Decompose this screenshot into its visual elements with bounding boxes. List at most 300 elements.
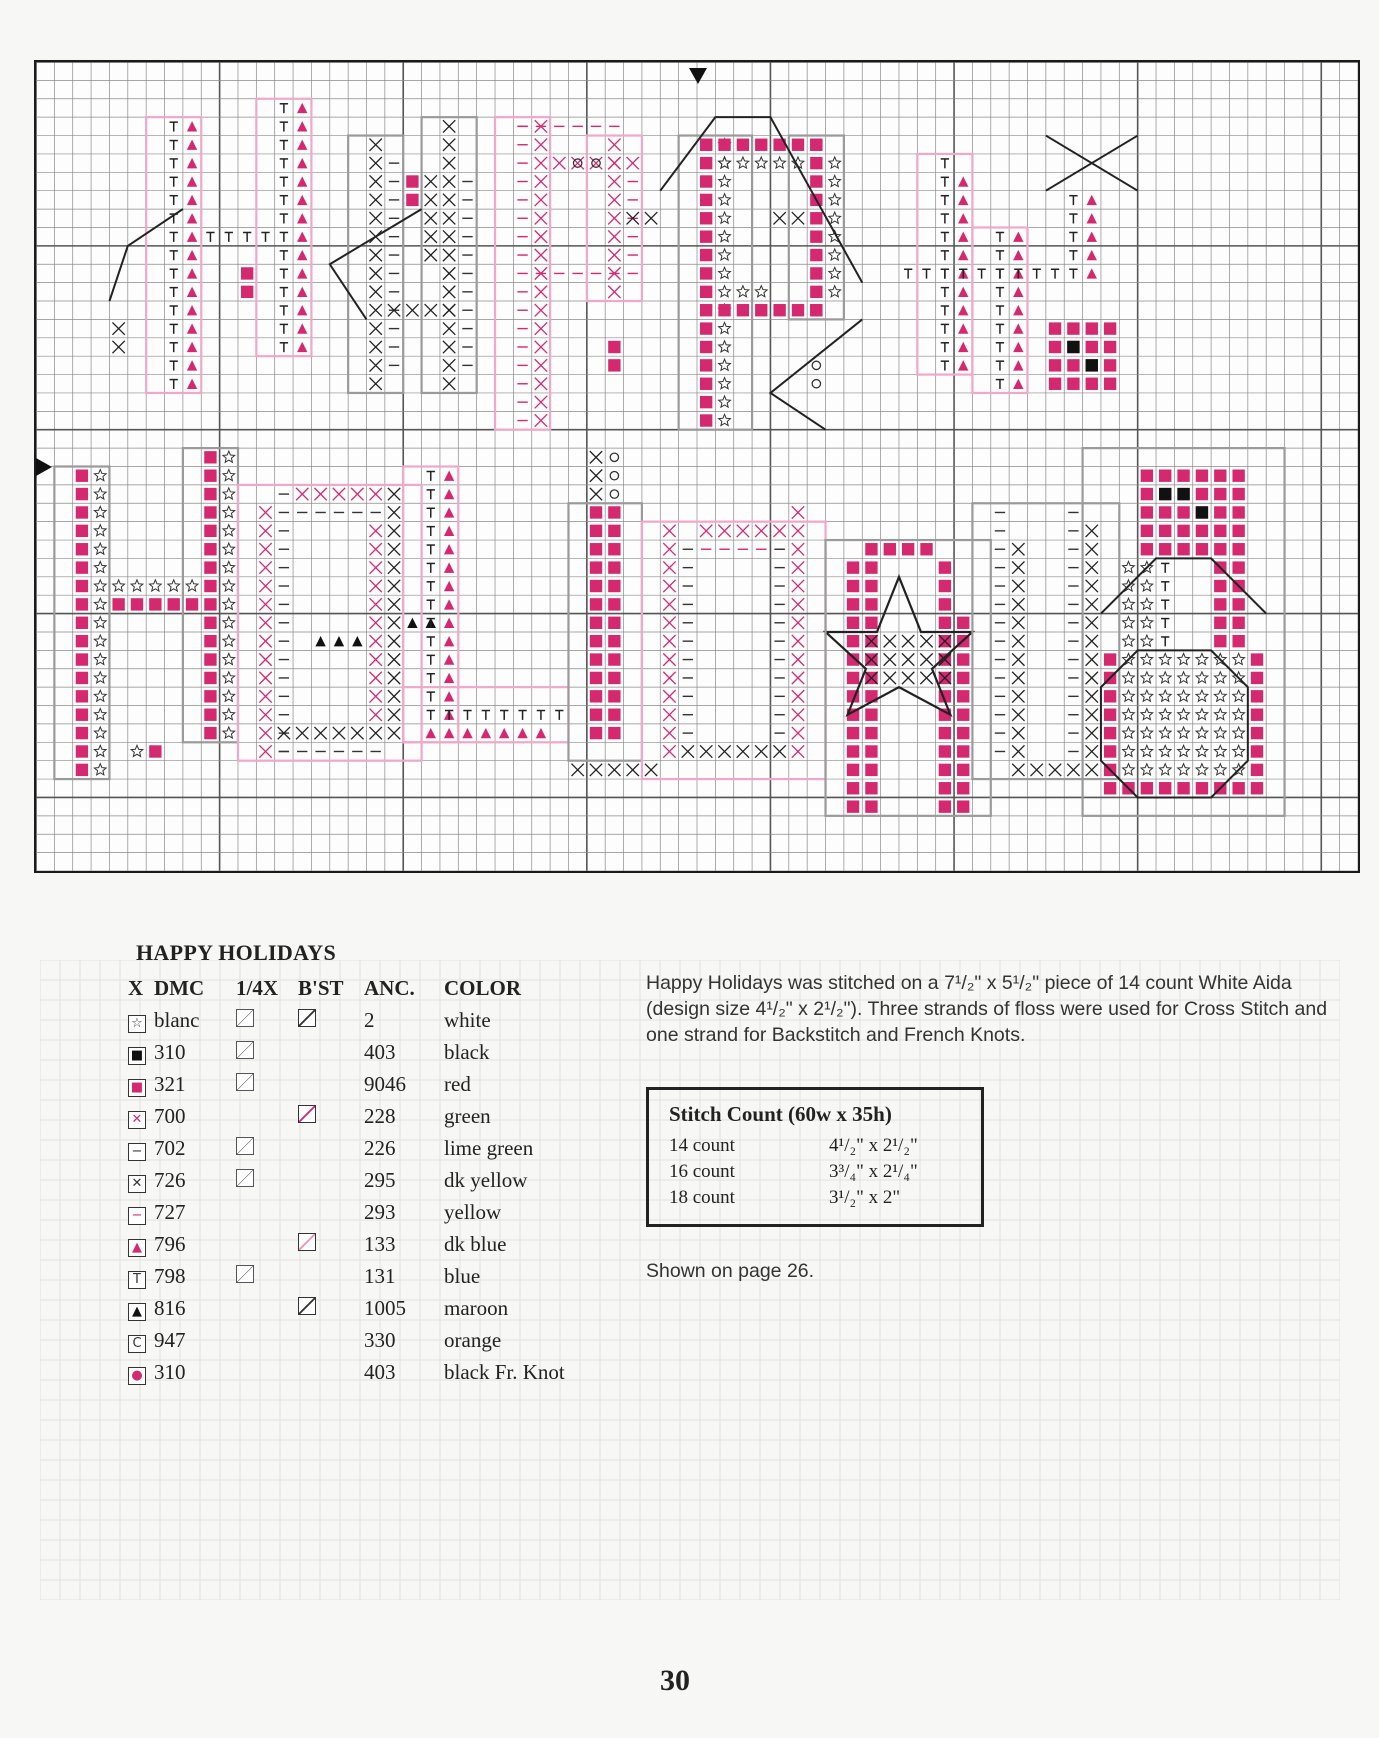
stitch-mark <box>1214 506 1226 518</box>
stitch-mark <box>719 396 731 407</box>
stitch-mark <box>1104 727 1116 739</box>
stitch-mark <box>608 506 620 518</box>
stitch-cell <box>902 653 914 665</box>
stitch-mark <box>334 636 344 646</box>
stitch-cell <box>1086 617 1098 629</box>
stitch-cell <box>1141 580 1153 591</box>
stitch-mark <box>297 287 307 297</box>
stitch-cell <box>427 490 435 499</box>
stitch-cell <box>1161 619 1169 628</box>
stitch-cell <box>663 727 675 739</box>
stitch-mark <box>1214 598 1226 610</box>
stitch-cell <box>792 543 804 555</box>
stitch-cell <box>1049 378 1061 390</box>
stitch-mark <box>297 158 307 168</box>
stitch-cell <box>1141 488 1153 500</box>
stitch-cell <box>865 727 877 739</box>
stitch-cell <box>939 782 951 794</box>
stitch-cell <box>865 764 877 776</box>
stitch-mark <box>1178 727 1190 738</box>
stitch-mark <box>76 709 88 721</box>
stitch-mark <box>1214 580 1226 592</box>
stitch-count-row <box>669 1133 918 1159</box>
stitch-mark <box>847 635 859 647</box>
stitch-mark <box>865 543 877 555</box>
stitch-cell <box>94 506 106 517</box>
stitch-cell <box>76 727 88 739</box>
stitch-cell <box>1069 269 1077 278</box>
key-row <box>128 1260 573 1292</box>
stitch-cell <box>792 709 804 721</box>
stitch-mark <box>223 580 235 591</box>
stitch-mark <box>1104 378 1116 390</box>
stitch-cell <box>259 543 271 555</box>
stitch-mark <box>829 286 841 297</box>
stitch-cell <box>223 488 235 499</box>
stitch-mark <box>1067 322 1079 334</box>
stitch-cell <box>517 728 527 738</box>
stitch-cell <box>1251 764 1263 776</box>
stitch-cell <box>259 635 271 647</box>
stitch-cell <box>1251 709 1263 721</box>
stitch-cell <box>1233 727 1245 738</box>
stitch-cell <box>187 195 197 205</box>
stitch-cell <box>608 653 620 665</box>
stitch-cell <box>1086 359 1098 371</box>
quarter-cell <box>236 1100 298 1132</box>
stitch-cell <box>627 764 639 776</box>
stitch-cell <box>280 324 288 333</box>
stitch-cell <box>1141 709 1153 720</box>
stitch-cell <box>1012 580 1024 592</box>
stitch-cell <box>370 175 382 187</box>
stitch-cell <box>1051 269 1059 278</box>
backstitch-line <box>1046 136 1138 191</box>
stitch-cell <box>939 598 951 610</box>
anchor-number: 295 <box>364 1167 396 1192</box>
stitch-cell <box>920 543 932 555</box>
stitch-cell <box>113 580 125 591</box>
stitch-cell <box>388 672 400 684</box>
stitch-cell <box>351 727 363 739</box>
stitch-mark <box>1196 653 1208 664</box>
stitch-cell <box>481 728 491 738</box>
stitch-cell <box>1012 653 1024 665</box>
stitch-cell <box>590 580 602 592</box>
stitch-cell <box>187 140 197 150</box>
stitch-mark <box>1232 561 1244 573</box>
stitch-mark <box>131 580 143 591</box>
stitch-cell <box>1104 378 1116 390</box>
stitch-cell <box>1123 561 1135 572</box>
stitch-mark <box>1177 470 1189 482</box>
stitch-mark <box>755 157 767 168</box>
stitch-mark <box>1104 709 1116 721</box>
stitch-mark <box>810 175 822 187</box>
stitch-cell <box>370 598 382 610</box>
stitch-cell <box>608 359 620 371</box>
stitch-cell <box>1232 525 1244 537</box>
stitch-mark <box>939 561 951 573</box>
stitch-cell <box>718 304 730 316</box>
stitch-mark <box>773 304 785 316</box>
stitch-mark <box>1141 764 1153 775</box>
stitch-mark <box>755 286 767 297</box>
anchor-number: 228 <box>364 1103 396 1128</box>
stitch-mark <box>149 580 161 591</box>
stitch-cell <box>204 543 216 555</box>
stitch-cell <box>700 286 712 298</box>
stitch-mark <box>700 230 712 242</box>
stitch-cell <box>223 451 235 462</box>
stitch-mark <box>94 617 106 628</box>
stitch-mark <box>1049 322 1061 334</box>
stitch-cell <box>755 745 767 757</box>
stitch-mark <box>608 525 620 537</box>
stitch-mark <box>76 653 88 665</box>
stitch-cell <box>535 396 547 408</box>
stitch-mark <box>847 561 859 573</box>
stitch-mark <box>719 175 731 186</box>
stitch-cell <box>663 598 675 610</box>
stitch-mark <box>444 691 454 701</box>
stitch-mark <box>829 157 841 168</box>
stitch-cell <box>259 653 271 665</box>
stitch-mark <box>718 304 730 316</box>
stitch-cell <box>957 672 969 684</box>
stitch-mark <box>1196 672 1208 683</box>
stitch-cell <box>1178 690 1190 701</box>
stitch-cell <box>957 653 969 665</box>
anchor-number: 1005 <box>364 1295 406 1320</box>
stitch-cell <box>1086 635 1098 647</box>
stitch-mark <box>112 598 124 610</box>
count-label: 14 count <box>669 1135 735 1156</box>
stitch-cell <box>370 727 382 739</box>
stitch-mark <box>700 396 712 408</box>
anchor-number: 293 <box>364 1199 396 1224</box>
stitch-cell <box>773 745 785 757</box>
bst-cell <box>298 1004 364 1036</box>
stitch-mark <box>444 599 454 609</box>
stitch-cell <box>297 103 307 113</box>
stitch-mark <box>76 543 88 555</box>
stitch-mark <box>204 635 216 647</box>
stitch-cell <box>1178 745 1190 756</box>
stitch-mark <box>1123 561 1135 572</box>
stitch-cell <box>608 157 620 169</box>
stitch-mark <box>719 359 731 370</box>
page-number: 30 <box>660 1664 690 1697</box>
stitch-cell <box>204 580 216 592</box>
dmc-number: 798 <box>154 1263 186 1288</box>
stitch-mark <box>958 323 968 333</box>
stitch-cell <box>536 728 546 738</box>
stitch-cell <box>719 249 731 260</box>
quarter-cell <box>236 1228 298 1260</box>
stitch-cell <box>1214 690 1226 701</box>
stitch-mark <box>1141 470 1153 482</box>
stitch-mark <box>1251 709 1263 721</box>
dmc-number: blanc <box>154 1007 200 1032</box>
stitch-cell <box>957 617 969 629</box>
stitch-cell <box>280 251 288 260</box>
stitch-cell <box>590 525 602 537</box>
stitch-cell <box>280 104 288 113</box>
header-color: COLOR <box>444 975 522 1000</box>
stitch-mark <box>149 598 161 610</box>
key-row <box>128 1164 573 1196</box>
symbol-cell <box>128 1164 154 1196</box>
stitch-cell <box>427 674 435 683</box>
stitch-mark <box>76 690 88 702</box>
stitch-cell <box>792 525 804 537</box>
stitch-cell <box>427 508 435 517</box>
stitch-cell <box>223 709 235 720</box>
stitch-mark <box>1177 782 1189 794</box>
stitch-cell <box>1177 543 1189 555</box>
stitch-cell <box>425 304 437 316</box>
stitch-cell <box>535 212 547 224</box>
stitch-cell <box>280 214 288 223</box>
stitch-cell <box>76 598 88 610</box>
quarter-cell <box>236 1132 298 1164</box>
project-description: Happy Holidays was stitched on a 7¹/₂" x 5¹/₂" piece of 14 count White Aida (design size 4¹/₂" x 2¹/₂"). Three strands of floss were used for Cross Stitch and one strand for Backstitch and French Knots. <box>646 972 1328 1046</box>
stitch-cell <box>1049 341 1061 353</box>
stitch-cell <box>1178 727 1190 738</box>
stitch-mark <box>737 304 749 316</box>
stitch-mark <box>1214 745 1226 756</box>
stitch-cell <box>941 177 949 186</box>
stitch-cell <box>939 617 951 629</box>
stitch-mark <box>939 782 951 794</box>
stitch-mark <box>1123 764 1135 775</box>
stitch-mark <box>1086 378 1098 390</box>
stitch-cell <box>76 653 88 665</box>
key-row <box>128 1196 573 1228</box>
stitch-mark <box>1141 525 1153 537</box>
stitch-cell <box>1086 598 1098 610</box>
stitch-mark <box>1196 782 1208 794</box>
stitch-cell <box>957 690 969 702</box>
stitch-mark <box>958 342 968 352</box>
stitch-cell <box>847 580 859 592</box>
stitch-mark <box>1196 543 1208 555</box>
stitch-mark <box>608 617 620 629</box>
stitch-mark <box>204 690 216 702</box>
stitch-mark <box>1123 598 1135 609</box>
stitch-mark <box>829 194 841 205</box>
stitch-cell <box>388 488 400 500</box>
stitch-cell <box>1013 323 1023 333</box>
quarter-cell <box>236 1324 298 1356</box>
stitch-cell <box>810 212 822 224</box>
stitch-cell <box>1214 764 1226 775</box>
snowman-outline <box>1101 558 1266 797</box>
stitch-cell <box>1251 653 1263 665</box>
stitch-mark <box>590 561 602 573</box>
stitch-cell <box>939 580 951 592</box>
stitch-mark <box>1159 745 1171 756</box>
stitch-cell <box>590 561 602 573</box>
stitch-cell <box>1232 543 1244 555</box>
stitch-mark <box>590 506 602 518</box>
stitch-cell <box>1086 764 1098 776</box>
stitch-mark <box>1214 543 1226 555</box>
stitch-cell <box>645 212 657 224</box>
stitch-cell <box>941 214 949 223</box>
backstitch-icon <box>298 1105 316 1123</box>
stitch-cell <box>1196 488 1208 500</box>
stitch-cell <box>1087 268 1097 278</box>
stitch-cell <box>700 157 712 169</box>
stitch-mark <box>700 267 712 279</box>
stitch-cell <box>1141 690 1153 701</box>
stitch-mark <box>297 140 307 150</box>
stitch-cell <box>333 488 345 500</box>
stitch-mark <box>481 728 491 738</box>
stitch-cell <box>590 506 602 518</box>
stitch-mark <box>1013 250 1023 260</box>
stitch-cell <box>204 598 216 610</box>
stitch-cell <box>958 342 968 352</box>
stitch-mark <box>1196 709 1208 720</box>
stitch-cell <box>1069 214 1077 223</box>
stitch-mark <box>719 157 731 168</box>
quarter-cell <box>236 1036 298 1068</box>
stitch-mark <box>517 728 527 738</box>
stitch-cell <box>315 636 325 646</box>
stitch-cell <box>884 543 896 555</box>
stitch-mark <box>1086 322 1098 334</box>
anchor-number: 403 <box>364 1039 396 1064</box>
stitch-mark <box>865 745 877 757</box>
anchor-number: 131 <box>364 1263 396 1288</box>
stitch-mark <box>958 305 968 315</box>
stitch-cell <box>1012 617 1024 629</box>
stitch-mark <box>719 378 731 389</box>
stitch-mark <box>957 653 969 665</box>
stitch-cell <box>94 690 106 701</box>
stitch-mark <box>1159 782 1171 794</box>
stitch-cell <box>1104 690 1116 702</box>
stitch-cell <box>443 175 455 187</box>
stitch-cell <box>755 286 767 297</box>
stitch-mark <box>444 544 454 554</box>
stitch-cell <box>737 157 749 168</box>
stitch-cell <box>1159 727 1171 738</box>
symbol-cell <box>128 1100 154 1132</box>
dmc-number: 796 <box>154 1231 186 1256</box>
stitch-cell <box>719 230 731 241</box>
stitch-mark <box>1232 488 1244 500</box>
stitch-cell <box>370 543 382 555</box>
stitch-cell <box>444 728 454 738</box>
stitch-cell <box>407 618 417 628</box>
stitch-mark <box>700 139 712 151</box>
stitch-cell <box>939 800 951 812</box>
stitch-cell <box>537 711 545 720</box>
stitch-cell <box>406 194 418 206</box>
stitch-cell <box>443 378 455 390</box>
stitch-mark <box>186 598 198 610</box>
stitch-mark <box>700 304 712 316</box>
stitch-cell <box>719 212 731 223</box>
stitch-cell <box>1123 727 1135 738</box>
stitch-cell <box>1013 342 1023 352</box>
stitch-cell <box>297 342 307 352</box>
stitch-mark <box>608 727 620 739</box>
stitch-mark <box>1141 653 1153 664</box>
stitch-cell <box>1012 635 1024 647</box>
stitch-cell <box>773 304 785 316</box>
stitch-mark <box>1178 690 1190 701</box>
stitch-mark <box>204 506 216 518</box>
stitch-cell <box>608 525 620 537</box>
stitch-cell <box>170 361 178 370</box>
stitch-mark <box>223 617 235 628</box>
stitch-cell <box>170 343 178 352</box>
quarter-cell <box>236 1260 298 1292</box>
stitch-mark <box>1214 525 1226 537</box>
stitch-cell <box>700 194 712 206</box>
stitch-cell <box>444 562 454 572</box>
stitch-cell <box>1196 709 1208 720</box>
stitch-mark <box>865 764 877 776</box>
stitch-cell <box>259 598 271 610</box>
stitch-cell <box>388 690 400 702</box>
stitch-mark <box>297 342 307 352</box>
stitch-mark <box>1087 268 1097 278</box>
stitch-mark <box>223 506 235 517</box>
stitch-cell <box>388 653 400 665</box>
stitch-cell <box>1013 250 1023 260</box>
stitch-mark <box>223 525 235 536</box>
stitch-cell <box>590 709 602 721</box>
stitch-mark <box>444 618 454 628</box>
stitch-cell <box>590 488 602 500</box>
stitch-mark <box>187 250 197 260</box>
bst-cell <box>298 1260 364 1292</box>
stitch-mark <box>315 636 325 646</box>
header-quarter: 1/4X <box>236 975 278 1000</box>
stitch-mark <box>700 175 712 187</box>
stitch-cell <box>170 177 178 186</box>
stitch-cell <box>610 490 618 498</box>
stitch-cell <box>755 304 767 316</box>
stitch-mark <box>131 745 143 756</box>
stitch-mark <box>76 506 88 518</box>
stitch-cell <box>425 194 437 206</box>
backstitch-line <box>109 117 862 430</box>
stitch-mark <box>426 728 436 738</box>
stitch-mark <box>1104 341 1116 353</box>
anchor-number: 330 <box>364 1327 396 1352</box>
stitch-mark <box>1067 378 1079 390</box>
stitch-mark <box>168 580 180 591</box>
stitch-cell <box>829 212 841 223</box>
stitch-mark <box>297 213 307 223</box>
stitch-cell <box>1161 582 1169 591</box>
stitch-cell <box>847 745 859 757</box>
stitch-mark <box>187 342 197 352</box>
stitch-cell <box>76 709 88 721</box>
stitch-cell <box>1214 598 1226 610</box>
stitch-cell <box>241 267 253 279</box>
stitch-mark <box>76 727 88 739</box>
stitch-cell <box>535 378 547 390</box>
color-name: white <box>444 1007 491 1032</box>
